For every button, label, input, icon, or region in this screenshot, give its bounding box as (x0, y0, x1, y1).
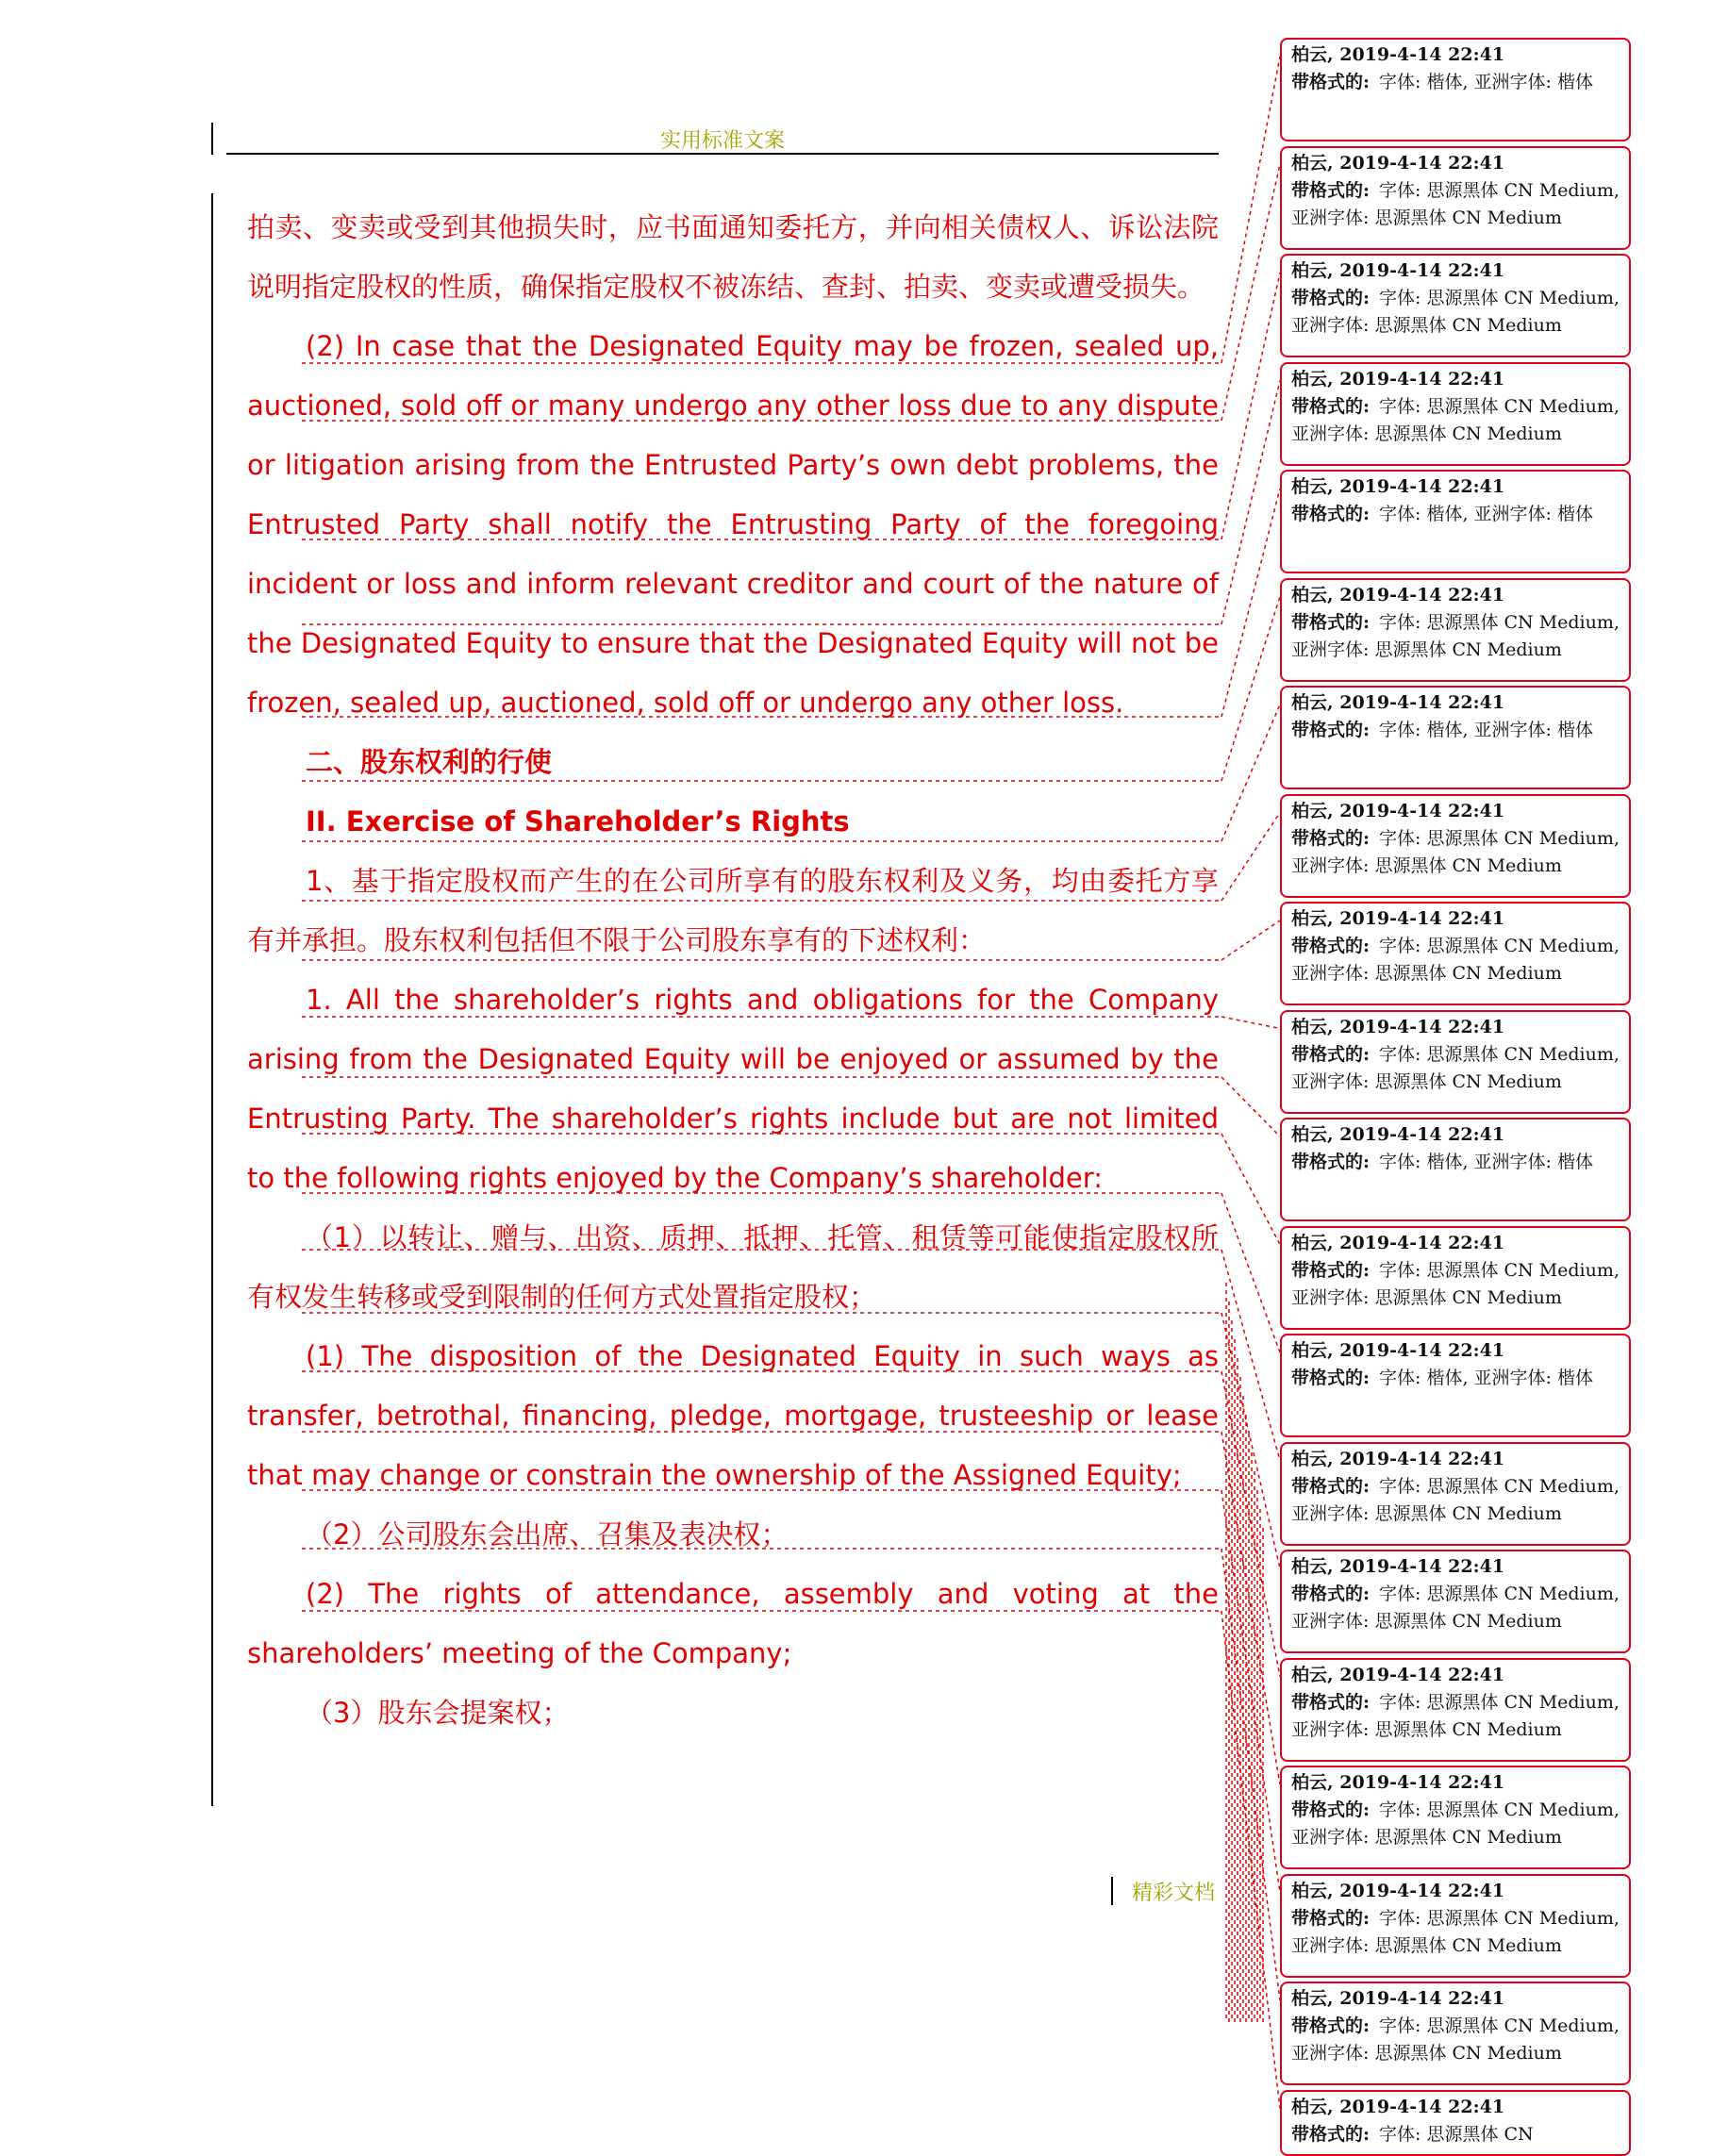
comment-connector (1221, 1077, 1280, 1136)
comment-format-text: 字体: 思源黑体 CN Medium, 亚洲字体: 思源黑体 CN Medium (1291, 395, 1620, 444)
comment-label: 带格式的: (1291, 504, 1371, 524)
comment-label: 带格式的: (1291, 395, 1371, 417)
paragraph[interactable]: (2) The rights of attendance, assembly and voting at the shareholders’ meeting of the Company; (247, 1578, 1219, 1669)
change-bar (1111, 1877, 1113, 1905)
comment-author-date: 柏云, 2019-4-14 22:41 (1291, 800, 1505, 821)
comment-balloon[interactable] (1280, 1118, 1631, 1221)
comment-connector (1221, 1432, 1280, 1784)
comment-author-date: 柏云, 2019-4-14 22:41 (1291, 1448, 1505, 1469)
comment-author-date: 柏云, 2019-4-14 22:41 (1291, 1340, 1505, 1361)
comment-label: 带格式的: (1291, 1584, 1371, 1604)
comment-balloon[interactable] (1280, 146, 1631, 250)
comment-format-text: 字体: 思源黑体 CN Medium, 亚洲字体: 思源黑体 CN Medium (1291, 1584, 1620, 1632)
paragraph[interactable]: (1) The disposition of the Designated Equity in such ways as transfer, betrothal, financing, pledge, mortgage, trusteeship or lease that may change or constrain the ownership of the Assigned Equity; (247, 1340, 1219, 1491)
comment-balloon[interactable] (1280, 1010, 1631, 1114)
comment-format-text: 字体: 楷体, 亚洲字体: 楷体 (1379, 1368, 1593, 1388)
paragraph[interactable]: （1）以转让、赠与、出资、质押、抵押、托管、租赁等可能使指定股权所有权发生转移或受到限制的任何方式处置指定股权； (247, 1221, 1219, 1313)
comment-label: 带格式的: (1291, 1799, 1371, 1820)
comment-author-date: 柏云, 2019-4-14 22:41 (1291, 692, 1505, 713)
comment-balloon[interactable] (1280, 470, 1631, 573)
section-heading[interactable]: II. Exercise of Shareholder’s Rights (306, 805, 850, 838)
comment-format-text: 字体: 思源黑体 CN (1379, 2123, 1534, 2145)
comment-format-text: 字体: 思源黑体 CN Medium, 亚洲字体: 思源黑体 CN Medium (1291, 1907, 1620, 1956)
comment-label: 带格式的: (1291, 1368, 1371, 1388)
comment-label: 带格式的: (1291, 1475, 1371, 1497)
comment-balloon[interactable] (1280, 254, 1631, 357)
comment-balloon[interactable] (1280, 1874, 1631, 1978)
comment-format-text: 字体: 楷体, 亚洲字体: 楷体 (1379, 720, 1593, 740)
comment-connector (1221, 705, 1280, 841)
paragraph[interactable]: 拍卖、变卖或受到其他损失时，应书面通知委托方，并向相关债权人、诉讼法院说明指定股权的性质，确保指定股权不被冻结、查封、拍卖、变卖或遭受损失。 (247, 211, 1219, 303)
comment-label: 带格式的: (1291, 1907, 1371, 1929)
comment-balloon[interactable] (1280, 902, 1631, 1005)
comment-author-date: 柏云, 2019-4-14 22:41 (1291, 584, 1505, 605)
comment-format-text: 字体: 思源黑体 CN Medium, 亚洲字体: 思源黑体 CN Medium (1291, 936, 1620, 984)
comment-label: 带格式的: (1291, 2123, 1371, 2145)
comment-label: 带格式的: (1291, 2015, 1371, 2036)
comment-author-date: 柏云, 2019-4-14 22:41 (1291, 1016, 1505, 1037)
comment-balloon[interactable] (1280, 2090, 1631, 2156)
comment-connector (1221, 813, 1280, 902)
comment-connector (1221, 597, 1280, 782)
comment-author-date: 柏云, 2019-4-14 22:41 (1291, 1772, 1505, 1793)
comment-balloon[interactable] (1280, 794, 1631, 898)
comment-format-text: 字体: 思源黑体 CN Medium, 亚洲字体: 思源黑体 CN Medium (1291, 179, 1620, 228)
comment-label: 带格式的: (1291, 827, 1371, 849)
comment-balloon[interactable] (1280, 1658, 1631, 1762)
paragraph[interactable]: 1、基于指定股权而产生的在公司所享有的股东权利及义务，均由委托方享有并承担。股东权利包括但不限于公司股东享有的下述权利： (247, 865, 1219, 956)
comment-connector (1221, 1371, 1280, 1677)
comment-format-text: 字体: 思源黑体 CN Medium, 亚洲字体: 思源黑体 CN Medium (1291, 1475, 1620, 1524)
comment-balloon[interactable] (1280, 1550, 1631, 1653)
comment-connector (1221, 1611, 1280, 2109)
comment-connector (1221, 1250, 1280, 1461)
comment-connector (1221, 1490, 1280, 1893)
comment-author-date: 柏云, 2019-4-14 22:41 (1291, 1880, 1505, 1901)
comment-connector (1221, 1193, 1280, 1352)
paragraph[interactable]: 1. All the shareholder’s rights and obligations for the Company arising from the Designated Equity will be enjoyed or assumed by the Entrusting Party. The shareholder’s rights include but are not limited to the following rights enjoyed by the Company’s shareholder: (247, 984, 1219, 1194)
comment-balloon[interactable] (1280, 1766, 1631, 1869)
comment-format-text: 字体: 思源黑体 CN Medium, 亚洲字体: 思源黑体 CN Medium (1291, 288, 1620, 336)
comment-author-date: 柏云, 2019-4-14 22:41 (1291, 368, 1505, 390)
comment-label: 带格式的: (1291, 179, 1371, 201)
comment-label: 带格式的: (1291, 611, 1371, 633)
paragraph[interactable]: (2) In case that the Designated Equity may be frozen, sealed up, auctioned, sold off or many undergo any other loss due to any dispute or litigation arising from the Entrusted Party’s own debt problems, the Entrusted Party shall notify the Entrusting Party of the foregoing incident or loss and inform relevant creditor and court of the nature of the Designated Equity to ensure that the Designated Equity will not be frozen, sealed up, auctioned, sold off or undergo any other loss. (247, 330, 1219, 719)
comment-connector (1221, 920, 1280, 960)
paragraph[interactable]: （3）股东会提案权； (306, 1697, 570, 1729)
comment-format-text: 字体: 思源黑体 CN Medium, 亚洲字体: 思源黑体 CN Medium (1291, 2015, 1620, 2064)
comment-connector (1221, 489, 1280, 717)
comment-balloon[interactable] (1280, 38, 1631, 141)
comment-connector (1221, 1549, 1280, 2000)
comment-format-text: 字体: 思源黑体 CN Medium, 亚洲字体: 思源黑体 CN Medium (1291, 1043, 1620, 1092)
comment-balloon[interactable] (1280, 1442, 1631, 1546)
comment-format-text: 字体: 楷体, 亚洲字体: 楷体 (1379, 72, 1593, 92)
comment-author-date: 柏云, 2019-4-14 22:41 (1291, 1988, 1505, 2009)
comment-label: 带格式的: (1291, 1152, 1371, 1172)
comment-label: 带格式的: (1291, 1259, 1371, 1281)
comment-format-text: 字体: 思源黑体 CN Medium, 亚洲字体: 思源黑体 CN Medium (1291, 827, 1620, 876)
comment-author-date: 柏云, 2019-4-14 22:41 (1291, 1556, 1505, 1577)
comment-connector (1221, 1313, 1280, 1568)
comment-author-date: 柏云, 2019-4-14 22:41 (1291, 2096, 1505, 2117)
comment-author-date: 柏云, 2019-4-14 22:41 (1291, 1664, 1505, 1685)
comment-balloon[interactable] (1280, 578, 1631, 682)
comment-connector (1221, 57, 1280, 363)
comment-author-date: 柏云, 2019-4-14 22:41 (1291, 476, 1505, 497)
comment-connector (1221, 165, 1280, 422)
comment-balloon[interactable] (1280, 1334, 1631, 1437)
comment-format-text: 字体: 思源黑体 CN Medium, 亚洲字体: 思源黑体 CN Medium (1291, 1691, 1620, 1740)
comment-format-text: 字体: 思源黑体 CN Medium, 亚洲字体: 思源黑体 CN Medium (1291, 1799, 1620, 1848)
comment-label: 带格式的: (1291, 720, 1371, 740)
comment-label: 带格式的: (1291, 288, 1371, 308)
comment-author-date: 柏云, 2019-4-14 22:41 (1291, 260, 1505, 281)
comment-author-date: 柏云, 2019-4-14 22:41 (1291, 152, 1505, 174)
comment-balloon[interactable] (1280, 1226, 1631, 1330)
comment-format-text: 字体: 楷体, 亚洲字体: 楷体 (1379, 1152, 1593, 1172)
comment-author-date: 柏云, 2019-4-14 22:41 (1291, 908, 1505, 929)
comment-balloon[interactable] (1280, 1982, 1631, 2085)
comment-author-date: 柏云, 2019-4-14 22:41 (1291, 1124, 1505, 1145)
section-heading[interactable]: 二、股东权利的行使 (306, 746, 553, 778)
page-footer: 精彩文档 (1132, 1882, 1216, 1905)
comment-author-date: 柏云, 2019-4-14 22:41 (1291, 1232, 1505, 1253)
comment-balloon[interactable] (1280, 686, 1631, 789)
comment-format-text: 字体: 思源黑体 CN Medium, 亚洲字体: 思源黑体 CN Medium (1291, 1259, 1620, 1308)
comment-format-text: 字体: 楷体, 亚洲字体: 楷体 (1379, 504, 1593, 524)
comment-author-date: 柏云, 2019-4-14 22:41 (1291, 44, 1505, 65)
comment-format-text: 字体: 思源黑体 CN Medium, 亚洲字体: 思源黑体 CN Medium (1291, 611, 1620, 660)
page-header: 实用标准文案 (659, 129, 785, 153)
comment-label: 带格式的: (1291, 72, 1371, 92)
comment-label: 带格式的: (1291, 1691, 1371, 1713)
comment-label: 带格式的: (1291, 936, 1371, 956)
paragraph[interactable]: （2）公司股东会出席、召集及表决权； (306, 1518, 789, 1551)
comment-connector (1221, 1017, 1280, 1029)
comment-label: 带格式的: (1291, 1043, 1371, 1065)
comment-connector (1221, 1134, 1280, 1245)
comment-balloon[interactable] (1280, 362, 1631, 466)
